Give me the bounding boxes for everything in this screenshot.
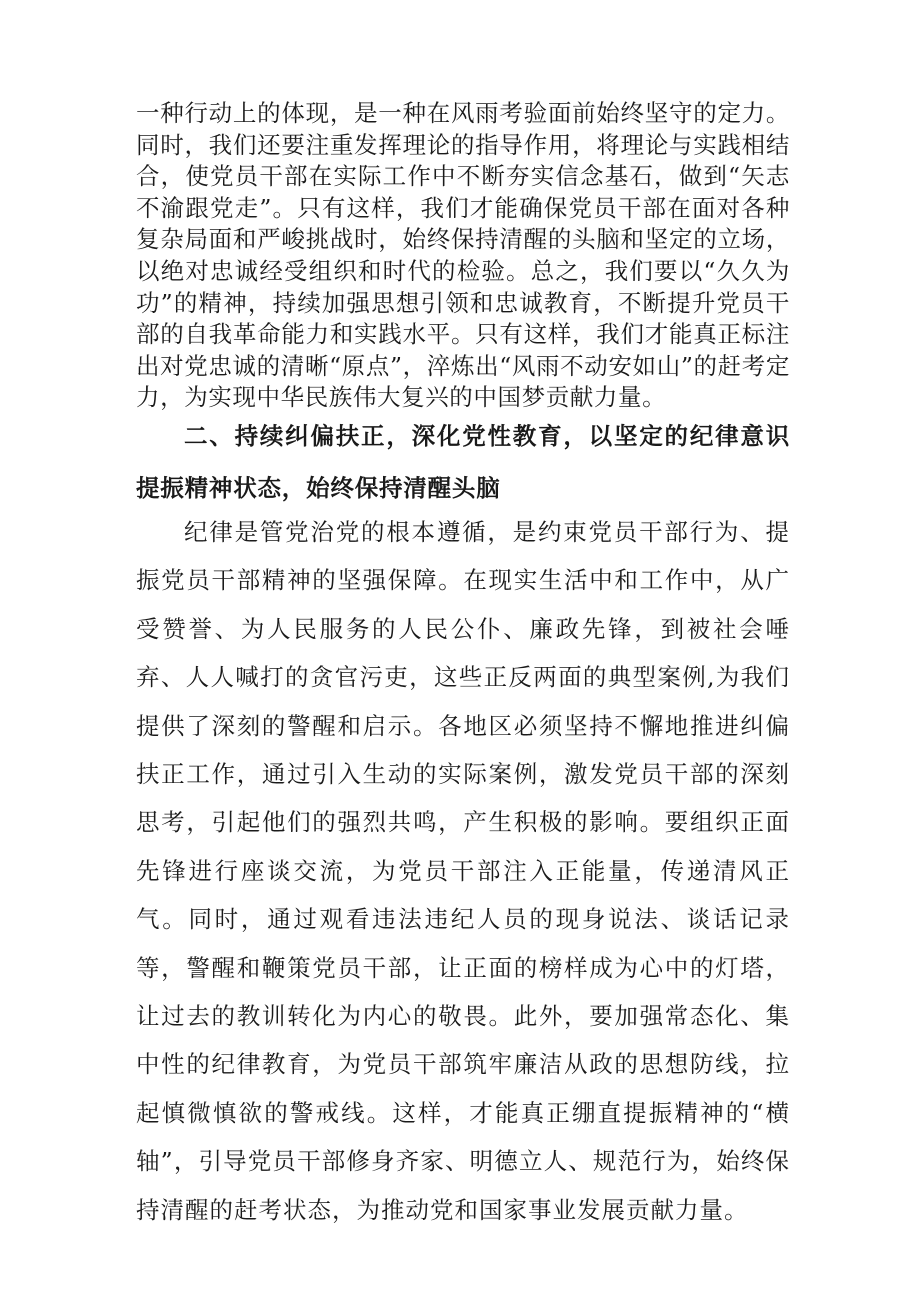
body-paragraph-discipline: 纪律是管党治党的根本遵循，是约束党员干部行为、提振党员干部精神的坚强保障。在现实生活中和工作中，从广受赞誉、为人民服务的人民公仆、廉政先锋，到被社会唾弃、人人喊打的贪官污吏，这些正反两面的典型案例,为我们提供了深刻的警醒和启示。各地区必须坚持不懈地推进纠偏扶正工作，通过引入生动的实际案例，激发党员干部的深刻思考，引起他们的强烈共鸣，产生积极的影响。要组织正面先锋进行座谈交流，为党员干部注入正能量，传递清风正气。同时，通过观看违法违纪人员的现身说法、谈话记录等，警醒和鞭策党员干部，让正面的榜样成为心中的灯塔，让过去的教训转化为内心的敬畏。此外，要加强常态化、集中性的纪律教育，为党员干部筑牢廉洁从政的思想防线，拉起慎微慎欲的警戒线。这样，才能真正绷直提振精神的“横轴”，引导党员干部修身齐家、明德立人、规范行为，始终保持清醒的赶考状态，为推动党和国家事业发展贡献力量。 [136, 518, 790, 1224]
body-paragraph-continued: 一种行动上的体现，是一种在风雨考验面前始终坚守的定力。同时，我们还要注重发挥理论的指导作用，将理论与实践相结合，使党员干部在实际工作中不断夯实信念基石，做到“矢志不渝跟党走”。只有这样，我们才能确保党员干部在面对各种复杂局面和严峻挑战时，始终保持清醒的头脑和坚定的立场，以绝对忠诚经受组织和时代的检验。总之，我们要以“久久为功”的精神，持续加强思想引领和忠诚教育，不断提升党员干部的自我革命能力和实践水平。只有这样，我们才能真正标注出对党忠诚的清晰“原点”，淬炼出“风雨不动安如山”的赶考定力，为实现中华民族伟大复兴的中国梦贡献力量。 [136, 99, 790, 412]
section-heading: 二、持续纠偏扶正，深化党性教育，以坚定的纪律意识提振精神状态，始终保持清醒头脑 [136, 422, 790, 502]
